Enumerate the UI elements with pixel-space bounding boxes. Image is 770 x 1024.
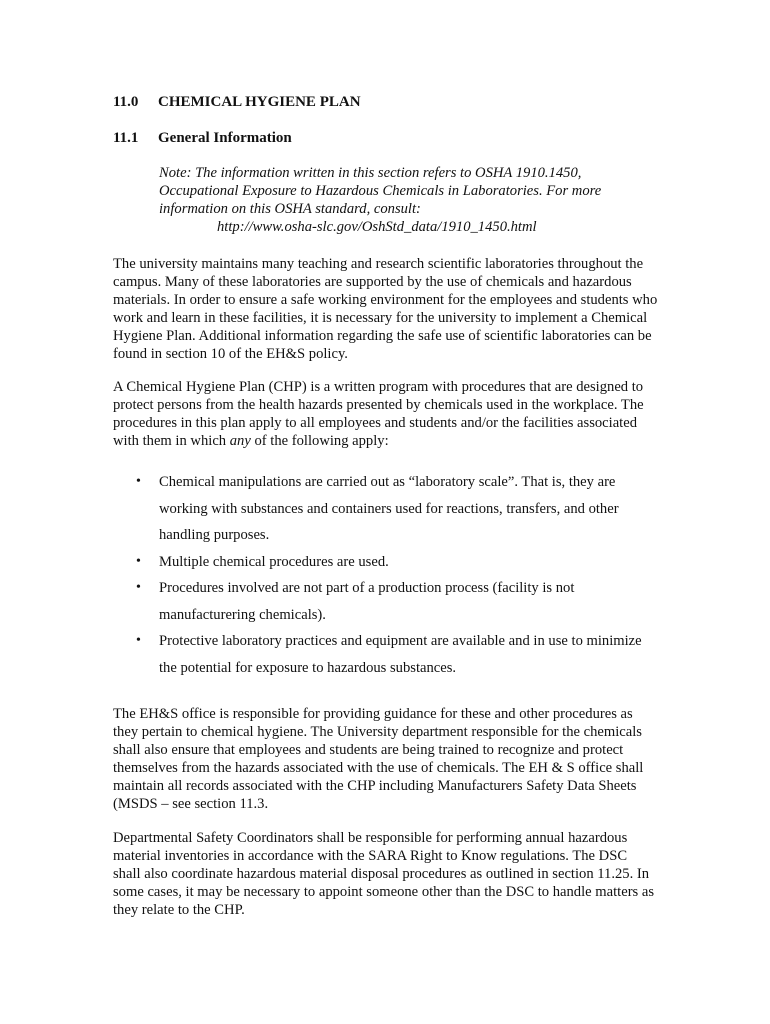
section-number: 11.0	[113, 94, 139, 110]
section-heading	[113, 93, 361, 111]
bullet-icon: •	[136, 580, 141, 595]
list-item	[113, 575, 658, 628]
list-item-text: Protective laboratory practices and equipment are available and in use to minimize the potential for exposure to hazardous substances.	[159, 633, 642, 676]
paragraph-ehs-responsibility: The EH&S office is responsible for providing guidance for these and other procedures as they pertain to chemical hygiene. The University department responsible for the chemicals shall also ensure that employees and students are being trained to recognize and protect themselves from the hazards associated with the use of chemicals. The EH & S office shall maintain all records associated with the CHP including Manufacturers Safety Data Sheets (MSDS – see section 11.3.	[113, 706, 644, 812]
chp-definition-text: A Chemical Hygiene Plan (CHP) is a written program with procedures that are designed to protect persons from the health hazards presented by chemicals used in the workplace. The procedures in this plan apply to all employees and students and/or the facilities associated with them in which	[113, 379, 644, 449]
subsection-number: 11.1	[113, 130, 139, 146]
paragraph-chp-definition	[113, 378, 658, 450]
list-item-text: Chemical manipulations are carried out as “laboratory scale”. That is, they are working with substances and containers used for reactions, transfers, and other handling purposes.	[159, 474, 619, 543]
subsection-title: General Information	[158, 130, 292, 146]
subsection-heading	[113, 129, 292, 147]
paragraph-dsc-responsibility: Departmental Safety Coordinators shall be responsible for performing annual hazardous material inventories in accordance with the SARA Right to Know regulations. The DSC shall also coordinate hazardous material disposal procedures as outlined in section 11.25. In some cases, it may be necessary to appoint someone other than the DSC to handle matters as they relate to the CHP.	[113, 830, 655, 918]
note-text: Note: The information written in this section refers to OSHA 1910.1450, Occupational Exposure to Hazardous Chemicals in Laboratories. For more information on this OSHA standard, consult:	[159, 165, 602, 217]
list-item	[113, 628, 658, 681]
chp-definition-tail: of the following apply:	[250, 433, 389, 449]
criteria-list	[113, 469, 658, 681]
list-item	[113, 549, 658, 576]
list-item	[113, 469, 658, 549]
section-title: CHEMICAL HYGIENE PLAN	[158, 94, 361, 110]
list-item-text: Procedures involved are not part of a production process (facility is not manufacturering chemicals).	[159, 580, 575, 623]
bullet-icon: •	[136, 633, 141, 648]
list-item-text: Multiple chemical procedures are used.	[159, 553, 389, 570]
bullet-icon: •	[136, 474, 141, 489]
paragraph-lab-overview: The university maintains many teaching and research scientific laboratories throughout the campus. Many of these laboratories are supported by the use of chemicals and hazardous materials. In order to ensure a safe working environment for the employees and students who work and learn in these facilities, it is necessary for the university to implement a Chemical Hygiene Plan. Additional information regarding the safe use of scientific laboratories can be found in section 10 of the EH&S policy.	[113, 256, 658, 362]
bullet-icon: •	[136, 553, 141, 569]
emphasis-any: any	[229, 433, 251, 449]
osha-url: http://www.osha-slc.gov/OshStd_data/1910_1450.html	[217, 219, 537, 235]
osha-note	[159, 164, 639, 236]
